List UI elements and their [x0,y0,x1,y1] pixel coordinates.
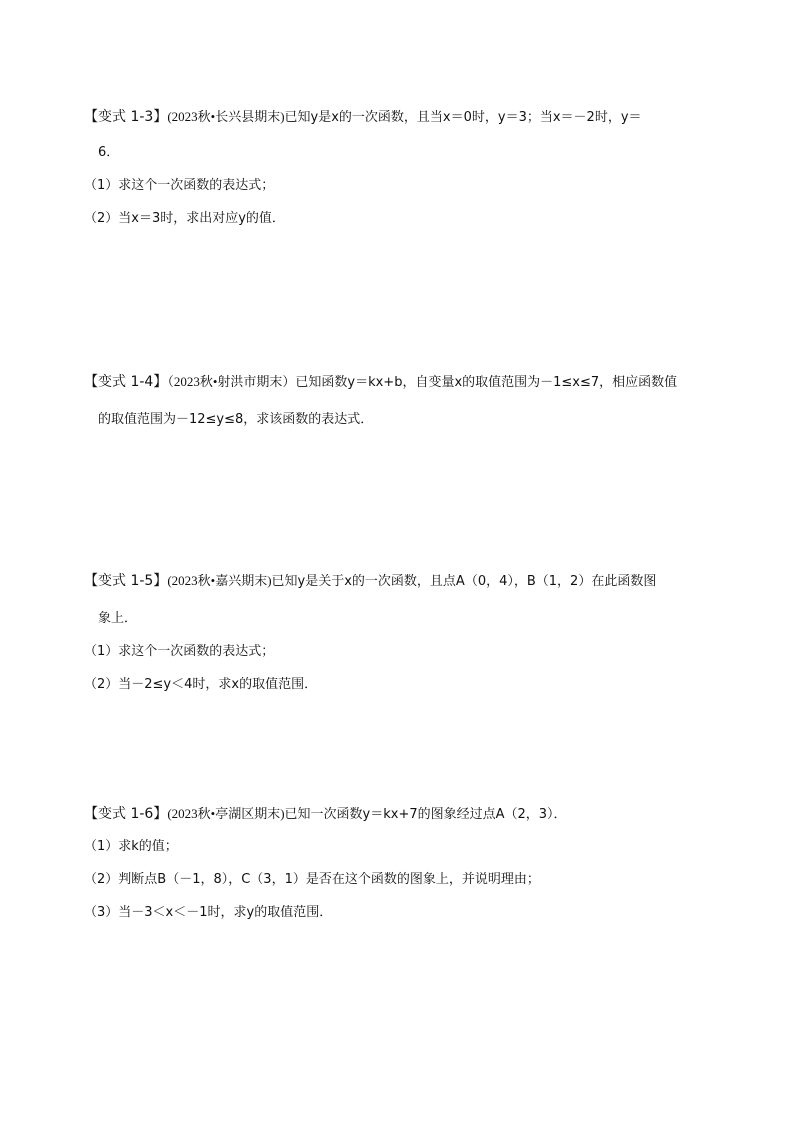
problem-source: (2023秋•亭湖区期末) [167,806,285,821]
problem-statement: 已知一次函数y＝kx+7的图象经过点A（2，3）． [284,807,567,822]
sub-question-text: （1）求k的值； [84,839,178,854]
sub-question-text: （3）当－3＜x＜－1时，求y的取值范围． [84,905,333,920]
problem-tag: 【变式 1-6】 [84,806,168,822]
problem-statement-text: 的取值范围为－12≤y≤8，求该函数的表达式． [98,412,374,427]
sub-question-1 [84,837,724,856]
sub-question-2 [84,870,724,889]
sub-question-text: （2）当－2≤y＜4时，求x的取值范围． [84,677,318,692]
problem-statement-continued [84,609,724,628]
problem-statement: 已知y是x的一次函数，且当x＝0时，y＝3；当x＝－2时，y＝ [284,110,642,125]
problem-statement-continued [84,143,724,162]
sub-question-1 [84,176,724,195]
problem-tag: 【变式 1-5】 [84,573,168,589]
problem-statement: 已知函数y＝kx+b，自变量x的取值范围为－1≤x≤7，相应函数值 [295,375,678,390]
problem-statement-text: 6． [98,145,120,160]
problem-source: （2023秋•射洪市期末） [167,374,296,389]
sub-question-text: （2）判断点B（－1，8），C（3，1）是否在这个函数的图象上，并说明理由； [84,872,540,887]
sub-question-3 [84,903,724,922]
problem-1-3 [84,107,724,228]
sub-question-2 [84,675,724,694]
sub-question-text: （1）求这个一次函数的表达式； [84,644,275,659]
problem-1-6 [84,804,724,922]
sub-question-text: （1）求这个一次函数的表达式； [84,178,275,193]
problem-1-4 [84,372,724,429]
problem-statement-text: 象上． [98,611,138,626]
problem-first-line [84,107,724,126]
problem-source: (2023秋•嘉兴期末) [167,573,272,588]
problem-first-line [84,571,724,590]
sub-question-1 [84,642,724,661]
problem-first-line [84,372,724,391]
problem-statement-continued [84,410,724,429]
problem-first-line [84,804,724,823]
sub-question-2 [84,209,724,228]
problem-tag: 【变式 1-4】 [84,374,168,390]
problem-1-5 [84,571,724,694]
problem-statement: 已知y是关于x的一次函数，且点A（0，4），B（1，2）在此函数图 [271,574,657,589]
problem-source: (2023秋•长兴县期末) [167,109,285,124]
problem-tag: 【变式 1-3】 [84,109,168,125]
sub-question-text: （2）当x＝3时，求出对应y的值． [84,211,285,226]
